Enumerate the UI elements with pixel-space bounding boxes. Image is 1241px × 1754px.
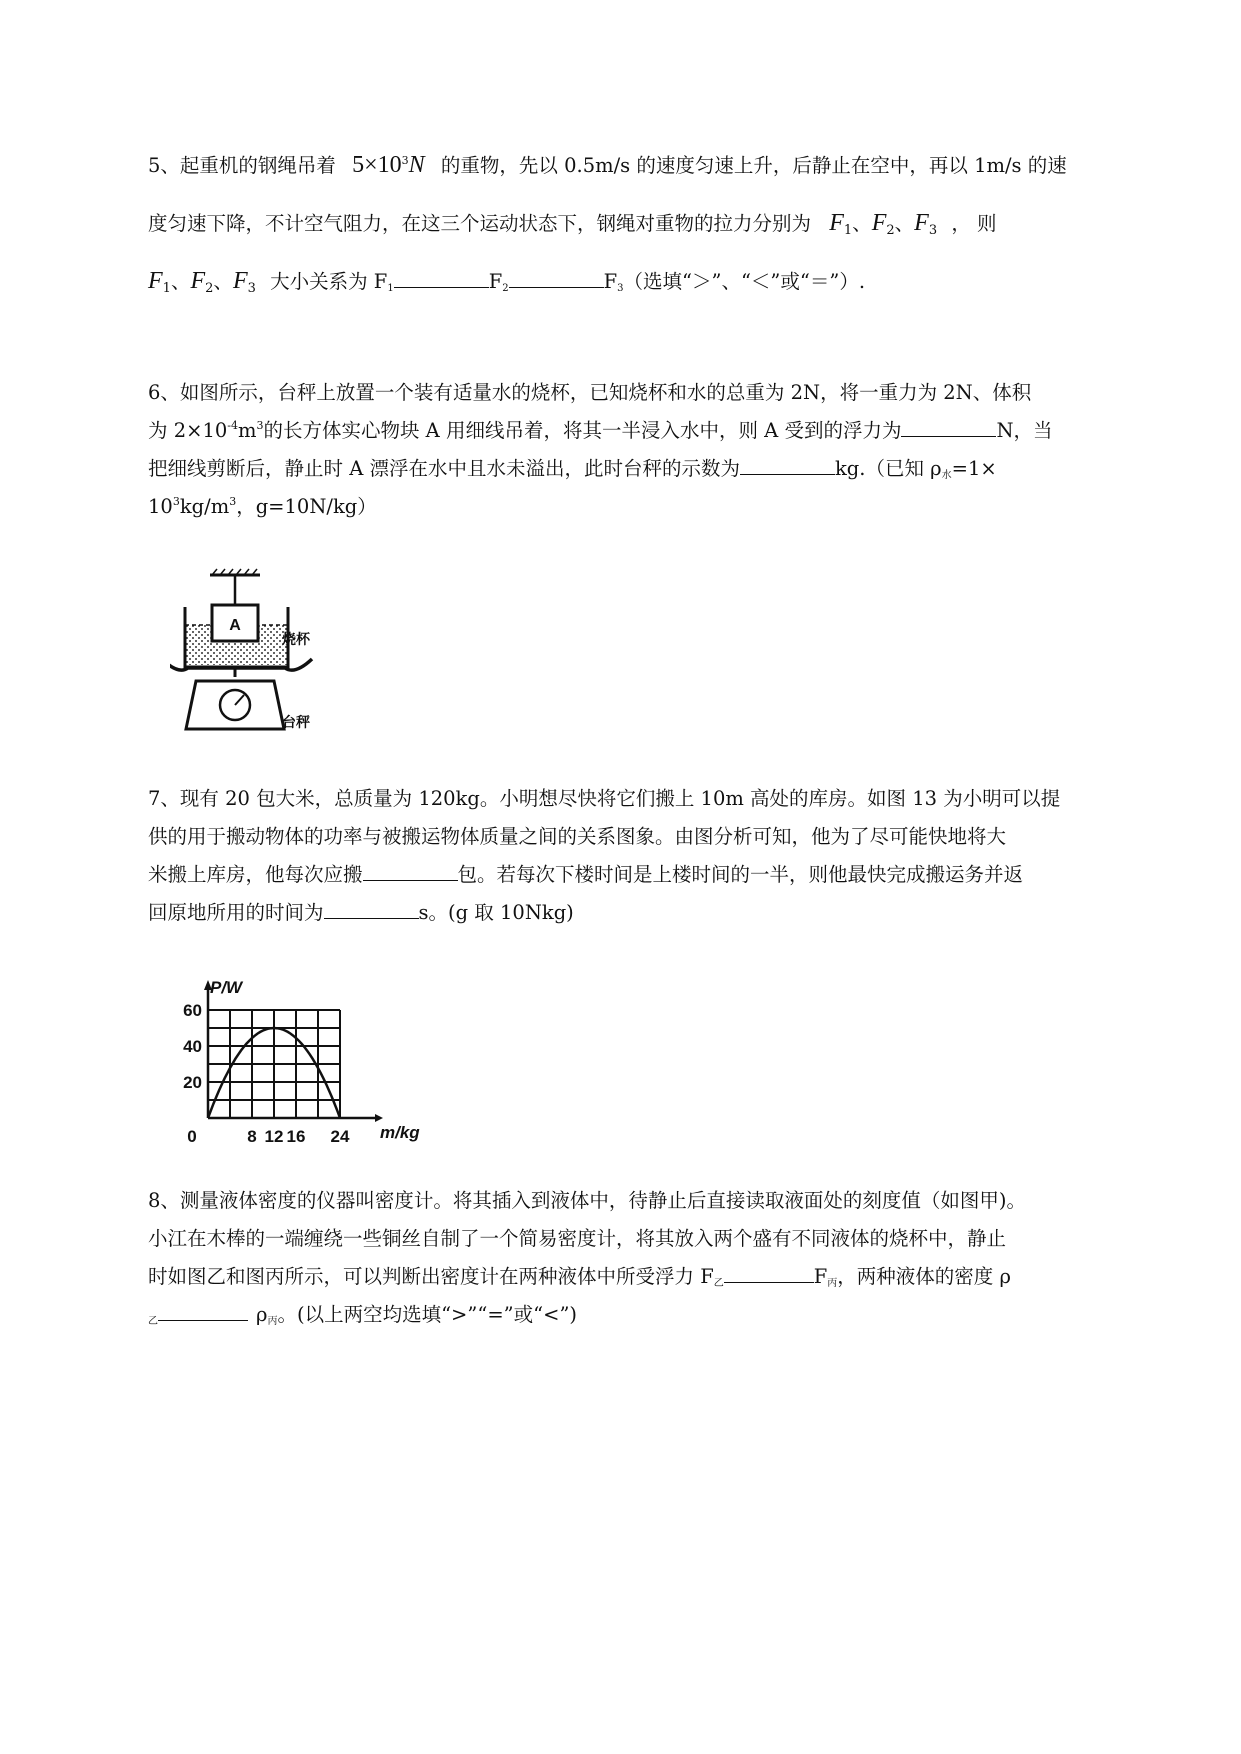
q5-F2-sub: 2	[886, 223, 895, 238]
q5-text-1b: 的重物，先以 0.5m/s 的速度匀速上升，后静止在空中，再以 1m/s 的速	[440, 154, 1067, 177]
q8-text-1: 8、测量液体密度的仪器叫密度计。将其插入到液体中，待静止后直接读取液面处的刻度值（如图甲)。	[148, 1189, 1027, 1212]
q6-figure	[170, 567, 350, 742]
q6-text-2c: 的长方体实心物块 A 用细线吊着，将其一半浸入水中，则 A 受到的浮力为	[263, 419, 902, 442]
q5-F3: F	[232, 268, 248, 294]
q7-line-2	[148, 821, 1006, 849]
q6-text-1: 6、如图所示，台秤上放置一个装有适量水的烧杯，已知烧杯和水的总重为 2N，将一重力为 2N、体积	[148, 381, 1032, 404]
q5-text-3a: 大小关系为 F	[270, 270, 388, 293]
q5-num-5: 5	[352, 152, 365, 178]
q7-answer-blank-1[interactable]	[363, 860, 458, 881]
q5-sep: 、	[213, 270, 233, 293]
q5-sep: 、	[894, 212, 915, 235]
x-tick-label: 12	[264, 1127, 284, 1146]
q8-line-3	[148, 1261, 1011, 1289]
q5-F3: F	[914, 210, 929, 236]
q5-F1: F	[148, 268, 163, 294]
q8-sub-bing-2: 丙	[267, 1316, 278, 1327]
q8-line-1	[148, 1185, 1026, 1213]
x-tick-label: 0	[187, 1127, 197, 1146]
q5-num-x10: ×10	[364, 152, 402, 178]
q6-exp3: 3	[172, 495, 180, 508]
q8-text-2: 小江在木棒的一端缠绕一些铜丝自制了一个简易密度计，将其放入两个盛有不同液体的烧杯中，静止	[148, 1227, 1007, 1250]
q5-line-1	[148, 150, 1067, 179]
q6-text-2b: m	[237, 419, 257, 442]
q8-text-3b: ，两种液体的密度 ρ	[837, 1265, 1011, 1288]
q6-text-4c: ，g=10N/kg）	[236, 495, 377, 518]
q5-F3-label: F	[603, 270, 618, 293]
q5-sub-1: 1	[387, 283, 394, 294]
q5-answer-blank-2[interactable]	[509, 267, 604, 288]
q5-answer-blank-1[interactable]	[394, 267, 489, 288]
q6-text-4b: kg/m	[179, 495, 230, 518]
chart-xlabel: m/kg	[380, 1123, 420, 1142]
q5-F2-sub: 2	[205, 281, 214, 296]
ceiling	[210, 569, 260, 575]
q5-line-3	[148, 266, 865, 296]
q6-answer-blank-1[interactable]	[901, 416, 996, 437]
q6-text-2d: N，当	[996, 419, 1053, 442]
q6-line-1	[148, 377, 1031, 405]
power-mass-chart	[170, 968, 440, 1148]
q5-text-3b: （选填“＞”、“＜”或“＝”）.	[623, 270, 866, 293]
q7-text-2: 供的用于搬动物体的功率与被搬运物体质量之间的关系图象。由图分析可知，他为了尽可能快地将大	[148, 825, 1007, 848]
q6-exp2: 3	[256, 419, 264, 432]
q8-line-2	[148, 1223, 1006, 1251]
q6-text-2a: 为 2×10	[148, 419, 228, 442]
q5-F1-sub: 1	[843, 223, 853, 238]
q8-F: F	[813, 1265, 828, 1288]
scale-label: 台秤	[282, 714, 310, 730]
chart-ylabel: P/W	[210, 978, 243, 997]
x-tick-label: 24	[330, 1127, 350, 1146]
q7-line-1	[148, 783, 1060, 811]
q5-sub-3: 3	[617, 283, 624, 294]
x-axis-arrow	[375, 1114, 383, 1122]
x-tick-label: 16	[286, 1127, 306, 1146]
q8-text-3a: 时如图乙和图丙所示，可以判断出密度计在两种液体中所受浮力 F	[148, 1265, 714, 1288]
q6-exp: -4	[227, 419, 238, 432]
q7-text-3a: 米搬上库房，他每次应搬	[148, 863, 363, 886]
q8-text-4b: 。(以上两空均选填“>”“=”或“<”)	[277, 1303, 578, 1326]
q6-text-4a: 10	[148, 495, 173, 518]
block-a-label: A	[229, 617, 241, 634]
y-tick-label: 60	[183, 1001, 202, 1020]
q5-F3-sub: 3	[928, 223, 938, 238]
q8-sub-bing: 丙	[827, 1278, 838, 1289]
q8-sub-yi-2: 乙	[148, 1316, 158, 1327]
q5-sub-2: 2	[502, 283, 509, 294]
q8-line-4	[148, 1299, 577, 1327]
q6-line-4	[148, 491, 377, 519]
q7-answer-blank-2[interactable]	[324, 898, 419, 919]
chart-grid	[208, 1010, 340, 1118]
q7-text-4a: 回原地所用的时间为	[148, 901, 324, 924]
q8-sub-yi: 乙	[713, 1278, 724, 1289]
q5-F3-sub: 3	[247, 281, 256, 296]
q6-exp4: 3	[229, 495, 237, 508]
y-tick-label: 20	[183, 1073, 202, 1092]
q5-text-2a: 度匀速下降，不计空气阻力，在这三个运动状态下，钢绳对重物的拉力分别为	[148, 212, 812, 235]
q5-F2: F	[871, 210, 887, 236]
beaker-scale-diagram	[170, 567, 350, 742]
q5-num-exp: 3	[401, 154, 409, 167]
q5-sep: 、	[852, 212, 872, 235]
y-tick-label: 40	[183, 1037, 202, 1056]
q5-text-1a: 5、起重机的钢绳吊着	[148, 154, 336, 177]
q7-text-4b: s。(g 取 10Nkg)	[418, 901, 574, 924]
q7-line-3	[148, 859, 1023, 887]
q5-line-2	[148, 208, 997, 238]
q5-unit-N: N	[408, 152, 425, 178]
q5-text-2b: ， 则	[951, 212, 997, 235]
q7-chart	[170, 968, 440, 1148]
q6-line-3	[148, 453, 997, 481]
q5-F1-sub: 1	[162, 281, 171, 296]
q7-text-3b: 包。若每次下楼时间是上楼时间的一半，则他最快完成搬运务并返	[457, 863, 1024, 886]
q6-text-3b: kg.（已知 ρ	[834, 457, 942, 480]
q6-text-3a: 把细线剪断后，静止时 A 漂浮在水中且水未溢出，此时台秤的示数为	[148, 457, 740, 480]
x-tick-label: 8	[247, 1127, 257, 1146]
q8-answer-blank-2[interactable]	[158, 1300, 248, 1321]
q8-rho: ρ	[256, 1303, 268, 1326]
q5-F2: F	[190, 268, 206, 294]
q7-text-1: 7、现有 20 包大米，总质量为 120kg。小明想尽快将它们搬上 10m 高处的库房。如图 13 为小明可以提	[148, 787, 1061, 810]
q6-sub-water: 水	[941, 470, 952, 481]
beaker-label: 烧杯	[282, 631, 310, 647]
q8-answer-blank-1[interactable]	[724, 1262, 814, 1283]
q5-sep: 、	[170, 270, 191, 293]
q6-answer-blank-2[interactable]	[740, 454, 835, 475]
q6-line-2	[148, 415, 1053, 443]
q5-F1: F	[829, 210, 844, 236]
q5-F2-label: F	[488, 270, 503, 293]
q7-line-4	[148, 897, 574, 925]
q6-text-3c: =1×	[951, 457, 997, 480]
